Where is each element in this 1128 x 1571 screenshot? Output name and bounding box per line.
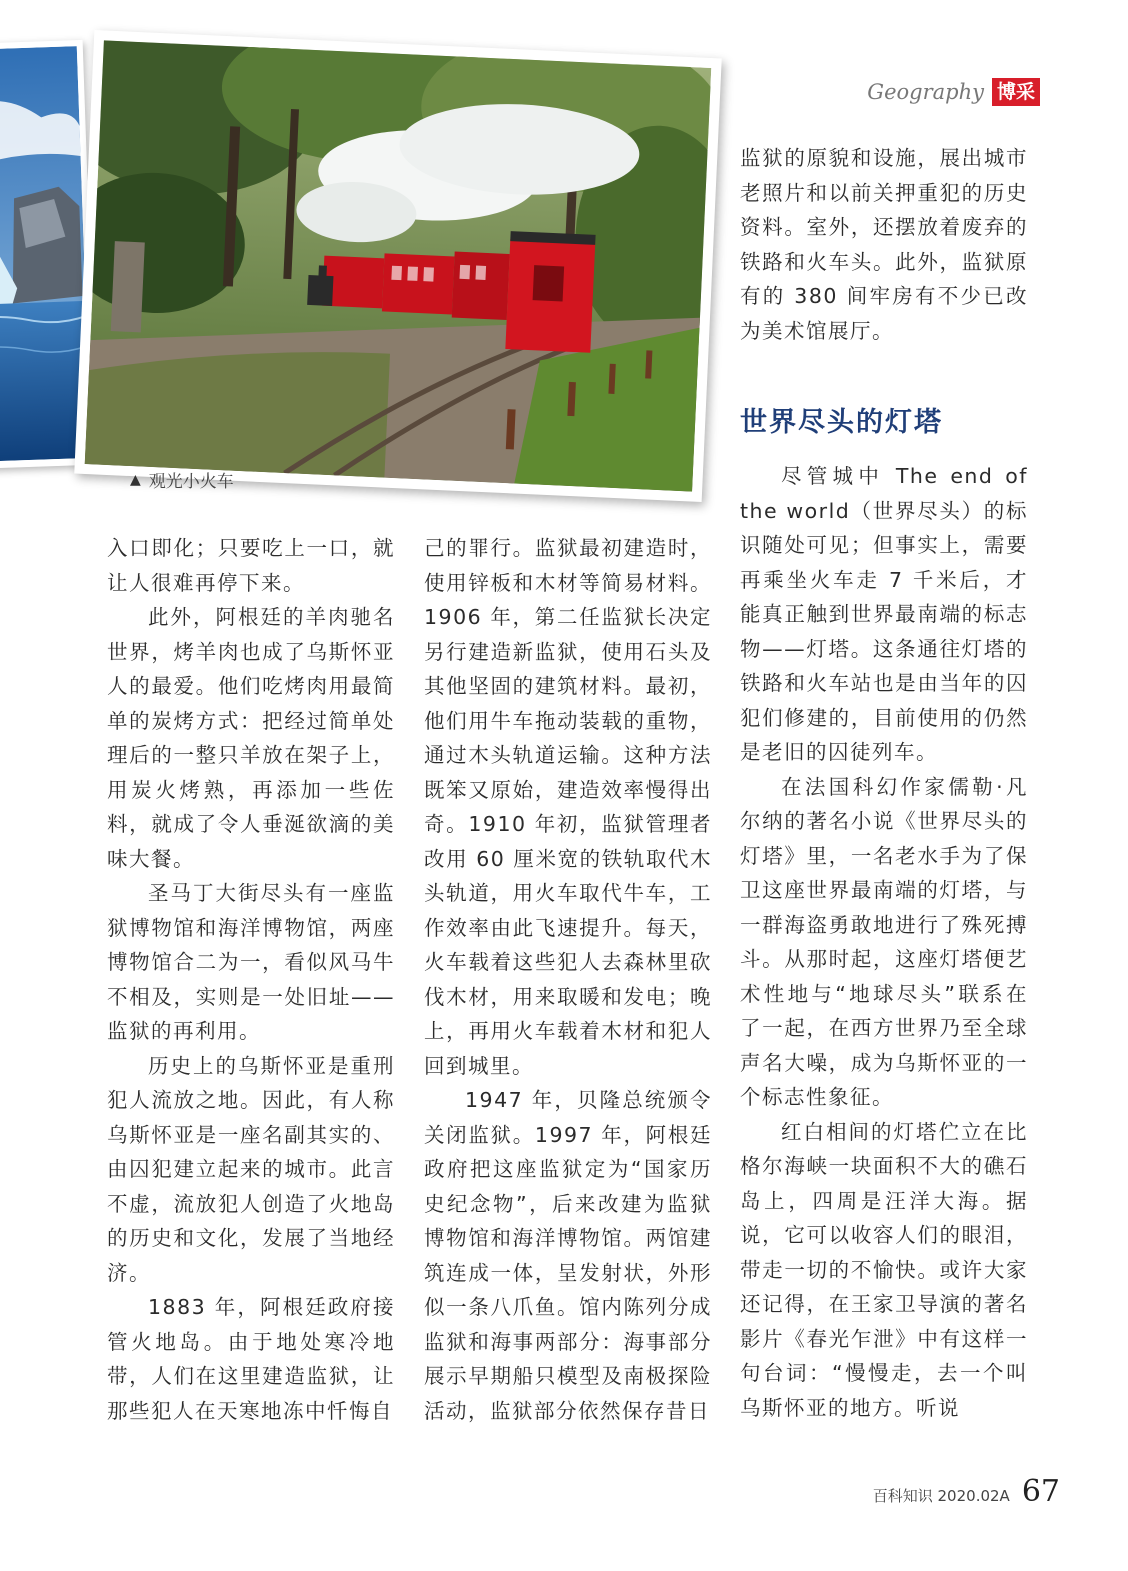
paragraph: 在法国科幻作家儒勒·凡尔纳的著名小说《世界尽头的灯塔》里，一名老水手为了保卫这座世界最南端的灯塔，与一群海盗勇敢地进行了殊死搏斗。从那时起，这座灯塔便艺术性地与“地球尽头”联系在了一起，在西方世界乃至全球声名大噪，成为乌斯怀亚的一个标志性象征。 [740,774,1028,1109]
article-column-3-top [740,141,1028,348]
paragraph: 红白相间的灯塔伫立在比格尔海峡一块面积不大的礁石岛上，四周是汪洋大海。据说，它可以收容人们的眼泪，带走一切的不愉快。或许大家还记得，在王家卫导演的著名影片《春光乍泄》中有这样一句台词：“慢慢走，去一个叫乌斯怀亚的地方。听说 [740,1119,1028,1420]
magazine-issue: 百科知识 2020.02A [872,1487,1010,1505]
caption-text: 观光小火车 [148,472,234,492]
section-title-en: Geography [867,80,984,104]
article-column-1 [107,531,395,1428]
paragraph: 己的罪行。监狱最初建造时，使用锌板和木材等简易材料。1906 年，第二任监狱长决定另行建造新监狱，使用石头及其他坚固的建筑材料。最初，他们用牛车拖动装载的重物，通过木头轨道运输。这种方法既笨又原始，建造效率慢得出奇。1910 年初，监狱管理者改用 60 厘米宽的铁轨取代木头轨道，用火车取代牛车，工作效率由此飞速提升。每天，火车载着这些犯人去森林里砍伐木材，用来取暖和发电；晚上，再用火车载着木材和犯人回到城里。 [424,536,712,1078]
paragraph: 圣马丁大街尽头有一座监狱博物馆和海洋博物馆，两座博物馆合二为一，看似风马牛不相及，实则是一处旧址——监狱的再利用。 [107,881,395,1043]
paragraph: 1947 年，贝隆总统颁令关闭监狱。1997 年，阿根廷政府把这座监狱定为“国家历史纪念物”，后来改建为监狱博物馆和海洋博物馆。两馆建筑连成一体，呈发射状，外形似一条八爪鱼。馆内陈列分成监狱和海事两部分：海事部分展示早期船只模型及南极探险活动，监狱部分依然保存昔日 [424,1088,712,1423]
section-badge: 博采 [992,78,1040,106]
section-heading: 世界尽头的灯塔 [740,407,943,438]
section-header [867,78,1040,106]
article-column-3-bottom [740,459,1028,1425]
photo-caption [130,467,234,492]
article-column-2 [424,531,712,1428]
paragraph: 尽管城中 The end of the world（世界尽头）的标识随处可见；但事实上，需要再乘坐火车走 7 千米后，才能真正触到世界最南端的标志物——灯塔。这条通往灯塔的铁路和火车站也是由当年的囚犯们修建的，目前使用的仍然是老旧的囚徒列车。 [740,464,1028,764]
paragraph: 历史上的乌斯怀亚是重刑犯人流放之地。因此，有人称乌斯怀亚是一座名副其实的、由囚犯建立起来的城市。此言不虚，流放犯人创造了火地岛的历史和文化，发展了当地经济。 [107,1053,395,1285]
page-number: 67 [1021,1474,1060,1509]
paragraph: 入口即化；只要吃上一口，就让人很难再停下来。 [107,536,395,595]
paragraph: 监狱的原貌和设施，展出城市老照片和以前关押重犯的历史资料。室外，还摆放着废弃的铁路和火车头。此外，监狱原有的 380 间牢房有不少已改为美术馆展厅。 [740,146,1028,343]
caption-triangle-icon: ▲ [130,471,141,488]
train-photo [74,30,721,502]
paragraph: 此外，阿根廷的羊肉驰名世界，烤羊肉也成了乌斯怀亚人的最爱。他们吃烤肉用最简单的炭烤方式：把经过简单处理后的一整只羊放在架子上，用炭火烤熟，再添加一些佐料，就成了令人垂涎欲滴的美味大餐。 [107,605,395,871]
paragraph: 1883 年，阿根廷政府接管火地岛。由于地处寒冷地带，人们在这里建造监狱，让那些犯人在天寒地冻中忏悔自 [107,1295,395,1423]
page-footer [873,1474,1060,1509]
